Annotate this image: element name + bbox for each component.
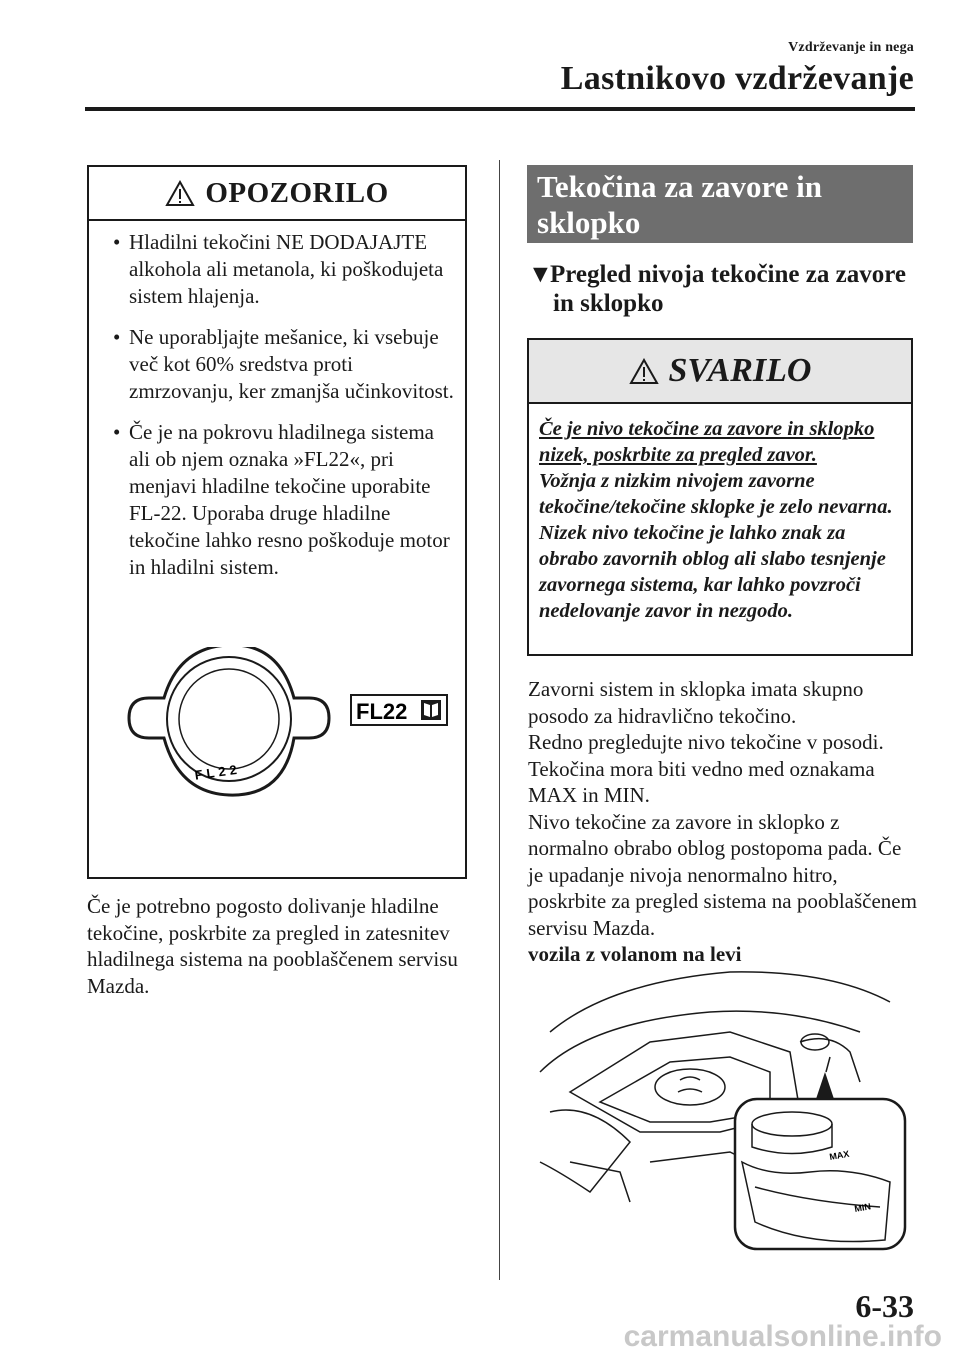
warning-triangle-icon [629,358,659,385]
column-divider [499,160,500,1280]
caution-header [529,340,911,404]
max-label: MAX [828,1148,851,1162]
right-paragraphs [528,676,918,968]
warning-header [89,167,465,221]
caution-text: Nizek nivo tekočine je lahko znak za obrabo zavornih oblog ali slabo tesnjenje zavornega sistema, kar lahko povzroči nedelovanje zavor in nezgodo. [539,522,886,622]
cap-ring-text: FL22 [193,761,242,783]
subheading-line1: Pregled nivoja tekočine za zavore [550,261,906,288]
subheading [528,260,918,318]
header-title: Lastnikovo vzdrževanje [560,60,914,97]
warning-item: • Ne uporabljajte mešanice, ki vsebuje več kot 60% sredstva proti zmrzovanju, ker zmanjša učinkovitost. [113,324,455,405]
caution-body [529,404,911,624]
header-subtitle: Vzdrževanje in nega [788,40,914,55]
caution-text: Vožnja z nizkim nivojem zavorne tekočine/tekočine sklopke je zelo nevarna. [539,470,893,518]
warning-item: • Hladilni tekočini NE DODAJAJTE alkohola ali metanola, ki poškodujeta sistem hlajenja. [113,229,455,310]
section-title-line1: Tekočina za zavore in [537,169,823,204]
warning-item: • Če je na pokrovu hladilnega sistema ali ob njem oznaka »FL22«, pri menjavi hladilne tekočine uporabite FL-22. Uporaba druge hladilne tekočine lahko resno poškoduje motor in hladilni sistem. [113,419,455,581]
watermark: carmanualsonline.info [623,1320,942,1353]
section-title-band [527,165,913,243]
page-number: 6-33 [855,1288,914,1324]
paragraph: Redno pregledujte nivo tekočine v posodi. Tekočina mora biti vedno med oznakama MAX in MIN. [528,730,884,807]
warning-triangle-icon [165,180,195,207]
triangle-down-icon: ▼ [528,261,553,288]
warning-box [87,165,467,879]
warning-title: OPOZORILO [205,176,389,209]
min-label: MIN [853,1201,872,1214]
brake-reservoir-illustration [530,962,916,1254]
header-rule [85,107,915,111]
warning-list [89,221,465,581]
paragraph: Nivo tekočine za zavore in sklopko z normalno obrabo oblog postopoma pada. Če je upadanje nivoja nenormalno hitro, poskrbite za pregled sistema na pooblaščenem servisu Mazda. [528,809,917,940]
subheading-line2: in sklopko [553,290,664,317]
variant-label: vozila z volanom na levi [528,942,742,966]
section-title [537,169,822,241]
caution-box [527,338,913,656]
paragraph: Zavorni sistem in sklopka imata skupno posodo za hidravlično tekočino. [528,677,864,728]
section-title-line2: sklopko [537,205,641,240]
fl22-label: FL22 [356,699,408,724]
caution-title: SVARILO [668,352,812,389]
left-paragraph: Če je potrebno pogosto dolivanje hladilne tekočine, poskrbite za pregled in zatesnitev hladilnega sistema na pooblaščenem servisu Mazda. [87,894,458,998]
radiator-cap-illustration [109,647,449,797]
caution-underlined: Če je nivo tekočine za zavore in sklopko nizek, poskrbite za pregled zavor. [539,418,875,466]
